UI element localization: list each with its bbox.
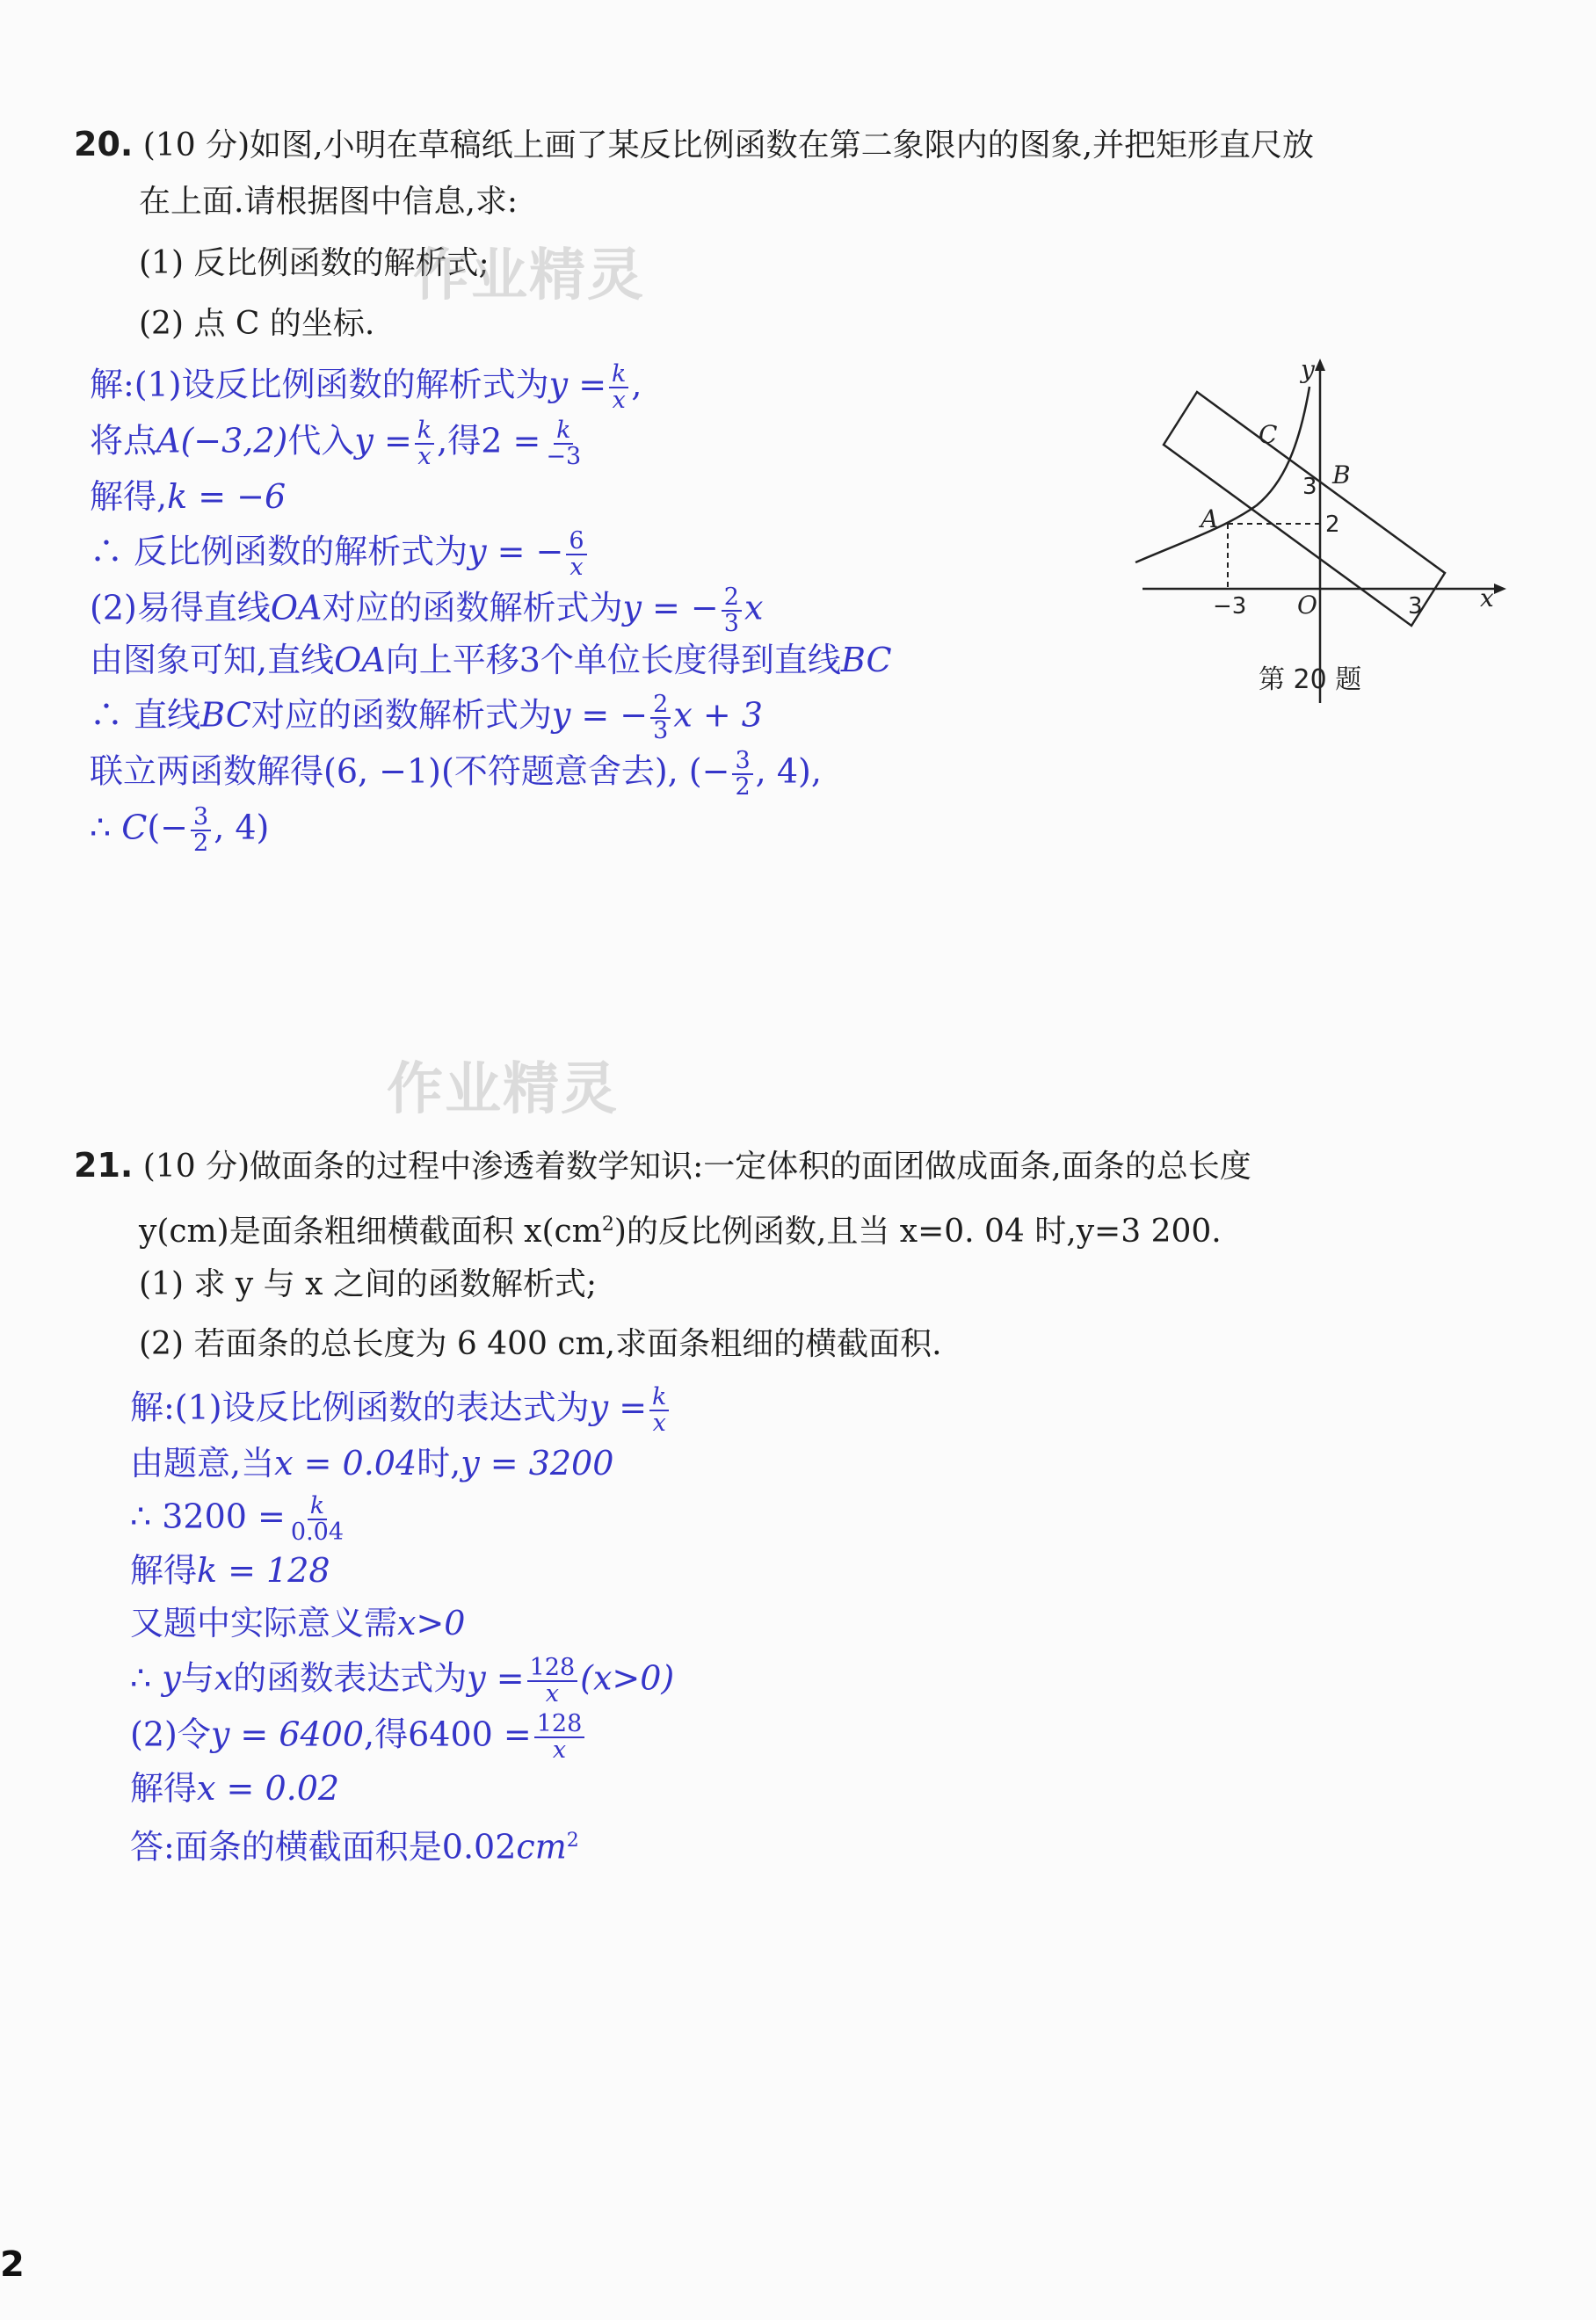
frac-den: x bbox=[652, 1410, 666, 1437]
sol20-line6 bbox=[90, 638, 892, 682]
sol21-l2-y: y = 3200 bbox=[461, 1444, 614, 1483]
sol20-l8-text-a: 联立两函数解得(6, −1)(不符题意舍去), (− bbox=[90, 751, 730, 791]
sol20-l2-point: A(−3,2) bbox=[156, 421, 288, 460]
sol21-l2-text-a: 由题意,当 bbox=[130, 1444, 275, 1483]
watermark: 作业精灵 bbox=[413, 243, 645, 308]
sol20-l7-text-a: ∴ 直线 bbox=[90, 695, 201, 735]
y-axis-arrow-icon bbox=[1315, 359, 1325, 371]
sol20-l4-text: ∴ 反比例函数的解析式为 bbox=[90, 532, 468, 571]
sol21-l1-eq: y = bbox=[589, 1388, 648, 1427]
sol20-l9-tail: , 4) bbox=[214, 808, 270, 847]
sol20-line7 bbox=[90, 692, 763, 743]
sol20-l1-text: 解:(1)设反比例函数的解析式为 bbox=[90, 365, 549, 404]
label-b: B bbox=[1332, 460, 1351, 489]
sol21-l6-and: 与 bbox=[180, 1658, 214, 1698]
sol20-l6-text-c: 向上平移3个单位长度得到直线 bbox=[385, 641, 841, 679]
frac-den: x bbox=[417, 443, 432, 470]
fraction bbox=[732, 749, 752, 800]
sol21-l2-text-c: 时, bbox=[417, 1444, 461, 1483]
q21-stem-1: (10 分)做面条的过程中渗透着数学知识:一定体积的面团做成面条,面条的总长度 bbox=[142, 1149, 1251, 1185]
fraction bbox=[415, 418, 434, 469]
q20-number: 20. bbox=[74, 125, 134, 163]
sol21-l2-x: x = 0.04 bbox=[274, 1444, 417, 1483]
sol20-l8-text-b: , 4), bbox=[755, 751, 822, 791]
sol20-l2-text-c: 代入 bbox=[287, 421, 355, 460]
sol20-line5 bbox=[90, 585, 763, 636]
q21-line2 bbox=[139, 1204, 1222, 1253]
sol21-l6-domain: (x>0) bbox=[580, 1658, 675, 1698]
sol21-line5 bbox=[130, 1601, 465, 1645]
sol20-l1-comma: , bbox=[631, 365, 642, 404]
sol21-l6-y: y bbox=[162, 1658, 181, 1698]
sol20-l5-text-a: (2)易得直线 bbox=[90, 588, 271, 627]
sol20-l6-bc: BC bbox=[840, 641, 892, 679]
sol21-l7-text-a: (2)令 bbox=[130, 1715, 211, 1754]
sol21-l5-text: 又题中实际意义需 bbox=[130, 1604, 398, 1642]
fraction bbox=[191, 805, 211, 856]
q20-line1 bbox=[74, 123, 1314, 167]
sol20-l5-line: OA bbox=[270, 588, 323, 627]
frac-den: x bbox=[545, 1680, 559, 1707]
label-2-y: 2 bbox=[1325, 511, 1340, 538]
sol20-l3-text: 解得, bbox=[90, 477, 168, 516]
sol20-l7-eq: y = − bbox=[551, 695, 649, 735]
q21-sup: 2 bbox=[601, 1214, 614, 1236]
watermark: 作业精灵 bbox=[387, 1057, 619, 1122]
fraction bbox=[566, 529, 586, 580]
frac-num: 2 bbox=[722, 585, 742, 612]
frac-den: 2 bbox=[193, 830, 209, 857]
frac-num: 128 bbox=[527, 1656, 578, 1682]
sol21-l6-text: 的函数表达式为 bbox=[233, 1658, 468, 1698]
frac-num: 3 bbox=[732, 749, 752, 775]
sol20-l6-text-a: 由图象可知,直线 bbox=[90, 641, 335, 679]
q21-part2: (2) 若面条的总长度为 6 400 cm,求面条粗细的横截面积. bbox=[139, 1326, 942, 1362]
sol21-line7 bbox=[130, 1712, 587, 1763]
sol21-l9-sup: 2 bbox=[566, 1830, 579, 1852]
label-neg3-x: −3 bbox=[1213, 593, 1247, 620]
sol20-l2-eq: y = bbox=[354, 421, 412, 460]
fraction bbox=[543, 418, 584, 469]
sol21-l7-text-c: ,得6400 = bbox=[364, 1715, 532, 1754]
sol21-l5-cond: x>0 bbox=[397, 1604, 466, 1642]
sol20-l9-c: C bbox=[121, 808, 148, 847]
frac-den: x bbox=[612, 387, 626, 414]
sol21-l8-text: 解得 bbox=[130, 1769, 198, 1808]
q21-line1 bbox=[74, 1144, 1251, 1188]
page-number: 2 bbox=[0, 2244, 25, 2285]
sol21-l8-eq: x = 0.02 bbox=[197, 1769, 340, 1808]
frac-num: k bbox=[415, 418, 434, 445]
x-axis-arrow-icon bbox=[1494, 584, 1506, 594]
sol20-line3 bbox=[90, 475, 286, 518]
sol20-line9 bbox=[90, 805, 269, 856]
hyperbola-curve bbox=[1135, 387, 1309, 562]
sol21-l6-therefore: ∴ bbox=[130, 1658, 163, 1698]
q21-stem-2a: y(cm)是面条粗细横截面积 x(cm bbox=[139, 1214, 602, 1250]
q20-part2: (2) 点 C 的坐标. bbox=[139, 306, 375, 342]
label-o: O bbox=[1297, 591, 1317, 620]
sol20-l5-text-c: 对应的函数解析式为 bbox=[322, 588, 623, 627]
sol20-l6-oa: OA bbox=[334, 641, 386, 679]
sol21-l1-text: 解:(1)设反比例函数的表达式为 bbox=[130, 1388, 590, 1427]
sol21-l6-eq: y = bbox=[467, 1658, 525, 1698]
sol21-line6 bbox=[130, 1656, 674, 1707]
sol21-l6-x: x bbox=[214, 1658, 234, 1698]
sol21-l9-unit: cm bbox=[516, 1827, 567, 1867]
sol20-line1 bbox=[90, 362, 642, 413]
sol21-l3-text: ∴ 3200 = bbox=[130, 1497, 286, 1536]
sol20-l7-tail: x + 3 bbox=[673, 695, 763, 735]
sol20-line2 bbox=[90, 418, 586, 469]
q20-line2: 在上面.请根据图中信息,求: bbox=[139, 184, 519, 220]
label-c: C bbox=[1259, 420, 1278, 449]
fraction bbox=[722, 585, 742, 636]
sol21-line1 bbox=[130, 1385, 671, 1436]
sol20-l2-text-e: ,得2 = bbox=[437, 421, 541, 460]
sol20-l5-eq: y = − bbox=[622, 588, 719, 627]
sol21-l4-eq: k = 128 bbox=[197, 1551, 330, 1590]
frac-num: k bbox=[554, 418, 573, 445]
fraction bbox=[527, 1656, 578, 1707]
sol20-l9-paren: (− bbox=[147, 808, 189, 847]
q21-number: 21. bbox=[74, 1146, 134, 1185]
frac-num: 3 bbox=[191, 805, 211, 831]
sol21-line4 bbox=[130, 1548, 330, 1592]
frac-den: 0.04 bbox=[290, 1519, 345, 1546]
figure-caption: 第 20 题 bbox=[1259, 664, 1362, 695]
sol20-l5-x: x bbox=[744, 588, 764, 627]
frac-num: k bbox=[649, 1385, 669, 1411]
fraction bbox=[609, 362, 628, 413]
sol20-line4 bbox=[90, 529, 590, 580]
sol21-line3 bbox=[130, 1494, 349, 1545]
sol20-l7-text-c: 对应的函数解析式为 bbox=[250, 695, 552, 735]
sol20-l1-eq: y = bbox=[548, 365, 607, 404]
fraction bbox=[649, 1385, 669, 1436]
q20-part1: (1) 反比例函数的解析式; bbox=[139, 245, 490, 281]
frac-den: x bbox=[552, 1736, 567, 1764]
frac-num: k bbox=[308, 1494, 327, 1520]
fraction bbox=[534, 1712, 585, 1763]
frac-den: 3 bbox=[653, 717, 669, 744]
sol20-line8 bbox=[90, 749, 822, 800]
label-3-y: 3 bbox=[1302, 474, 1317, 500]
sol21-l9-text: 答:面条的横截面积是0.02 bbox=[130, 1827, 517, 1867]
sol20-l3-eq: k = −6 bbox=[167, 477, 287, 516]
sol20-l4-eq: y = − bbox=[468, 532, 564, 571]
sol21-l4-text: 解得 bbox=[130, 1551, 198, 1590]
sol20-l2-text-a: 将点 bbox=[90, 421, 157, 460]
q21-stem-2b: )的反比例函数,且当 x=0. 04 时,y=3 200. bbox=[613, 1214, 1222, 1250]
q20-stem-1: (10 分)如图,小明在草稿纸上画了某反比例函数在第二象限内的图象,并把矩形直尺放 bbox=[142, 127, 1315, 163]
sol21-line9 bbox=[130, 1819, 579, 1869]
sol20-l7-bc: BC bbox=[200, 695, 251, 735]
label-3-x: 3 bbox=[1408, 593, 1423, 620]
fraction bbox=[650, 692, 671, 743]
q21-part1: (1) 求 y 与 x 之间的函数解析式; bbox=[139, 1266, 597, 1302]
label-y: y bbox=[1301, 355, 1315, 384]
sol21-line8 bbox=[130, 1766, 339, 1810]
label-a: A bbox=[1201, 504, 1219, 533]
sol21-line2 bbox=[130, 1441, 613, 1485]
frac-num: 128 bbox=[534, 1712, 585, 1738]
frac-den: 2 bbox=[735, 773, 751, 801]
sol21-l7-y: y = 6400 bbox=[210, 1715, 365, 1754]
frac-num: 2 bbox=[650, 692, 671, 719]
fraction bbox=[288, 1494, 346, 1545]
frac-den: 3 bbox=[723, 610, 739, 637]
frac-num: k bbox=[609, 362, 628, 388]
label-x: x bbox=[1480, 584, 1494, 613]
frac-den: −3 bbox=[546, 443, 582, 470]
sol20-l9-therefore: ∴ bbox=[90, 808, 122, 847]
frac-num: 6 bbox=[566, 529, 586, 555]
frac-den: x bbox=[569, 554, 584, 581]
